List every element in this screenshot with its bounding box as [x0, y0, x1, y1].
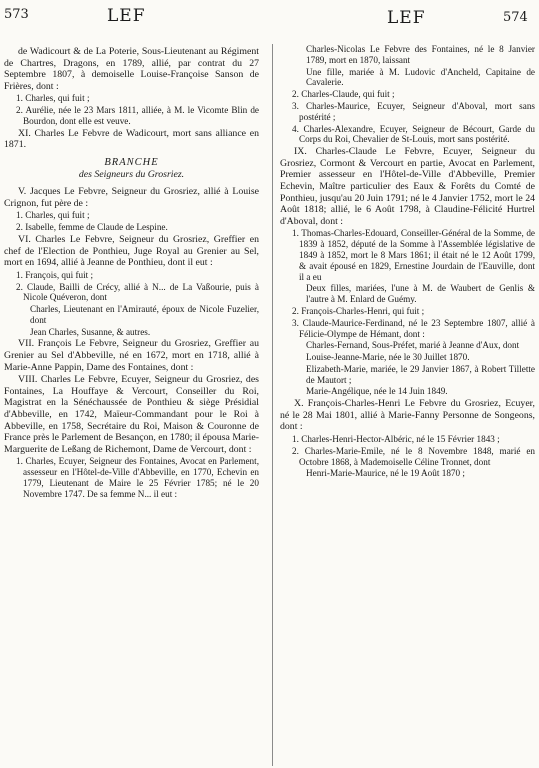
descendant-entry: Charles, Lieutenant en l'Amirauté, époux de Nicole Fuzelier, dont: [30, 304, 259, 325]
descendant-entry: Charles-Nicolas Le Febvre des Fontaines, né le 8 Janvier 1789, mort en 1870, laissant: [306, 44, 535, 65]
genealogy-paragraph: VII. François Le Febvre, Seigneur du Grosriez, Greffier au Grenier au Sel d'Abbeville, né en 1672, mort en 1718, allié à Marie-Anne Pappin, Dame des Fontaines, dont :: [4, 338, 259, 373]
child-entry: 4. Charles-Alexandre, Ecuyer, Seigneur de Bécourt, Garde du Corps du Roi, Chevalier de St-Louis, mort sans postérité.: [292, 123, 535, 145]
descendant-entry: Jean Charles, Susanne, & autres.: [30, 326, 151, 337]
genealogy-paragraph: V. Jacques Le Febvre, Seigneur du Grosriez, allié à Louise Crignon, fut père de :: [4, 186, 259, 209]
page-number-left: 573: [4, 7, 29, 22]
child-entry: 1. Charles, Ecuyer, Seigneur des Fontaines, Avocat en Parlement, assesseur en l'Hôtel-de-Ville d'Abbeville, en 1770, Echevin en 1779, Lieutenant de Maire le 25 Février 1785; né le 20 Novembre 1747. De sa femme N... il eut :: [16, 456, 259, 499]
child-entry: 1. Charles-Henri-Hector-Albéric, né le 15 Février 1843 ;: [292, 434, 500, 445]
child-entry: 2. Claude, Bailli de Crécy, allié à N... de La Vaßourie, puis à Nicole Quéveron, dont: [16, 281, 259, 303]
child-entry: 1. Charles, qui fuit ;: [16, 93, 90, 104]
child-entry: 2. François-Charles-Henri, qui fuit ;: [292, 305, 425, 316]
descendant-entry: Marie-Angélique, née le 14 Juin 1849.: [306, 386, 448, 397]
child-entry: 3. Charles-Maurice, Ecuyer, Seigneur d'Aboval, mort sans postérité ;: [292, 100, 535, 122]
child-entry: 2. Aurélie, née le 23 Mars 1811, alliée, à M. le Vicomte Blin de Bourdon, dont elle est veuve.: [16, 105, 259, 126]
descendant-entry: Henri-Marie-Maurice, né le 19 Août 1870 ;: [306, 468, 465, 479]
descendant-entry: Louise-Jeanne-Marie, née le 30 Juillet 1870.: [306, 352, 470, 363]
child-entry: 3. Claude-Maurice-Ferdinand, né le 23 Septembre 1807, allié à Félicie-Olympe de Hémant, dont :: [292, 317, 535, 339]
descendant-entry: Charles-Fernand, Sous-Préfet, marié à Jeanne d'Aux, dont: [306, 340, 520, 351]
running-head-right: LEF: [387, 8, 426, 28]
child-entry: 2. Isabelle, femme de Claude de Lespine.: [16, 222, 168, 233]
branch-heading: des Seigneurs du Grosriez.: [78, 168, 185, 180]
descendant-entry: Une fille, mariée à M. Ludovic d'Ancheld, Capitaine de Cavalerie.: [306, 66, 535, 88]
genealogy-paragraph: VIII. Charles Le Febvre, Ecuyer, Seigneur du Grosriez, des Fontaines, La Houffaye & Vercourt, Conseiller du Roi, Magistrat en la Sénéchaussée de Ponthieu & siège Présidial d'Abbeville, en 1742, Maïeur-Commandant pour le Roi à Abbeville, en 1758, Secrétaire du Roi, Maison & Couronne de France près le Parlement de Besançon, en 1780; il épousa Marie-Marguerite de Leßang de Richemont, Dame de Vercourt, dont :: [4, 374, 259, 455]
genealogy-paragraph: IX. Charles-Claude Le Febvre, Ecuyer, Seigneur du Grosriez, Cormont & Vercourt en partie, Avocat en Parlement, Premier assesseur en l'Hôtel-de-Ville d'Abbeville, Premier Echevin, Maître particulier des Eaux & Forêts du Comté de Ponthieu, jusqu'au 20 Juin 1791; né le 4 Janvier 1752, mort le 24 Août 1818; allié, le 6 Août 1798, à Claudine-Félicité Hurtrel d'Aboval, dont :: [280, 146, 535, 227]
page-header: [0, 0, 539, 48]
branch-heading: BRANCHE: [104, 156, 159, 168]
child-entry: 1. François, qui fuit ;: [16, 269, 94, 280]
genealogy-paragraph: XI. Charles Le Febvre de Wadicourt, mort sans alliance en 1871.: [4, 127, 259, 151]
child-entry: 1. Charles, qui fuit ;: [16, 210, 90, 221]
descendant-entry: Deux filles, mariées, l'une à M. de Waubert de Genlis & l'autre à M. Enlard de Guémy.: [306, 283, 535, 305]
left-column: [4, 46, 259, 764]
right-column: [280, 44, 535, 762]
genealogy-paragraph: de Wadicourt & de La Poterie, Sous-Lieutenant au Régiment de Chartres, Dragons, en 1789, allié, par contrat du 27 Septembre 1807, à demoiselle Louise-Françoise Sanson de Frières, dont :: [4, 46, 259, 92]
page-number-right: 574: [503, 10, 528, 25]
descendant-entry: Elizabeth-Marie, mariée, le 29 Janvier 1867, à Robert Tillette de Mautort ;: [306, 363, 535, 385]
column-divider: [272, 44, 273, 766]
child-entry: 2. Charles-Claude, qui fuit ;: [292, 89, 395, 100]
genealogy-paragraph: X. François-Charles-Henri Le Febvre du Grosriez, Ecuyer, né le 28 Mai 1801, allié à Marie-Fanny Personne de Songeons, dont :: [280, 398, 535, 433]
running-head-left: LEF: [107, 6, 146, 26]
child-entry: 1. Thomas-Charles-Edouard, Conseiller-Général de la Somme, de 1839 à 1852, député de la Somme à l'Assemblée législative de 1849 à 1852, mort le 8 Mars 1861; il était né le 12 Août 1799, & avait épousé en 1829, Ernestine Jourdain de l'Eauville, dont il a eu: [292, 228, 535, 282]
child-entry: 2. Charles-Marie-Emile, né le 8 Novembre 1848, marié en Octobre 1868, à Mademoiselle Céline Tronnet, dont: [292, 445, 535, 467]
genealogy-paragraph: VI. Charles Le Febvre, Seigneur du Grosriez, Greffier en chef de l'Election de Ponthieu, Juge Royal au Grenier au Sel, mort en 1694, allié à Jeanne de Ponthieu, dont il eut :: [4, 233, 259, 269]
